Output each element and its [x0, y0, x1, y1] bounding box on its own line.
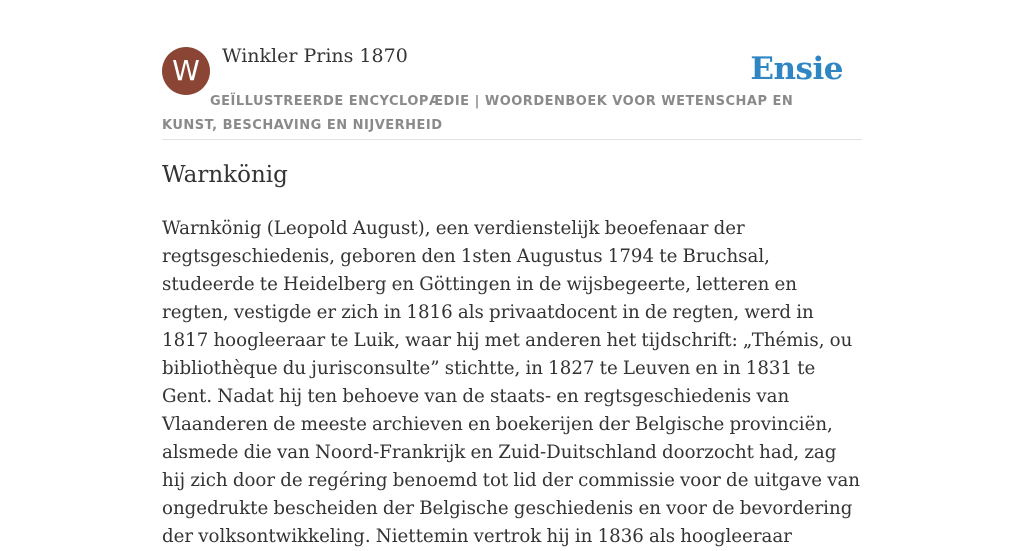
- source-subtitle: GEÏLLUSTREERDE ENCYCLOPÆDIE | WOORDENBOEK VOOR WETENSCHAP EN KUNST, BESCHAVING EN NIJVERHEID: [162, 94, 794, 133]
- header-divider: [162, 139, 862, 140]
- article-body: Warnkönig (Leopold August), een verdienstelijk beoefenaar der regtsgeschiedenis, geboren den 1sten Augustus 1794 te Bruchsal, studeerde te Heidelberg en Göttingen in de wijsbegeerte, letteren en regten, vestigde er zich in 1816 als privaatdocent in de regten, werd in 1817 hoogleeraar te Luik, waar hij met anderen het tijdschrift: „Thémis, ou bibliothèque du jurisconsulte” stichtte, in 1827 te Leuven en in 1831 te Gent. Nadat hij ten behoeve van de staats- en regtsgeschiedenis van Vlaanderen de meeste archieven en boekerijen der Belgische provinciën, alsmede die van Noord-Frankrijk en Zuid-Duitschland doorzocht had, zag hij zich door de regéring benoemd tot lid der commissie voor de uitgave van ongedrukte bescheiden der Belgische geschiedenis en voor de bevordering der volksontwikkeling. Niettemin vertrok hij in 1836 als hoogleeraar: [162, 218, 861, 547]
- brand-logo[interactable]: Ensie: [750, 51, 843, 87]
- source-title[interactable]: Winkler Prins 1870: [222, 45, 408, 67]
- avatar[interactable]: W: [162, 47, 210, 95]
- article-title: Warnkönig: [162, 162, 288, 188]
